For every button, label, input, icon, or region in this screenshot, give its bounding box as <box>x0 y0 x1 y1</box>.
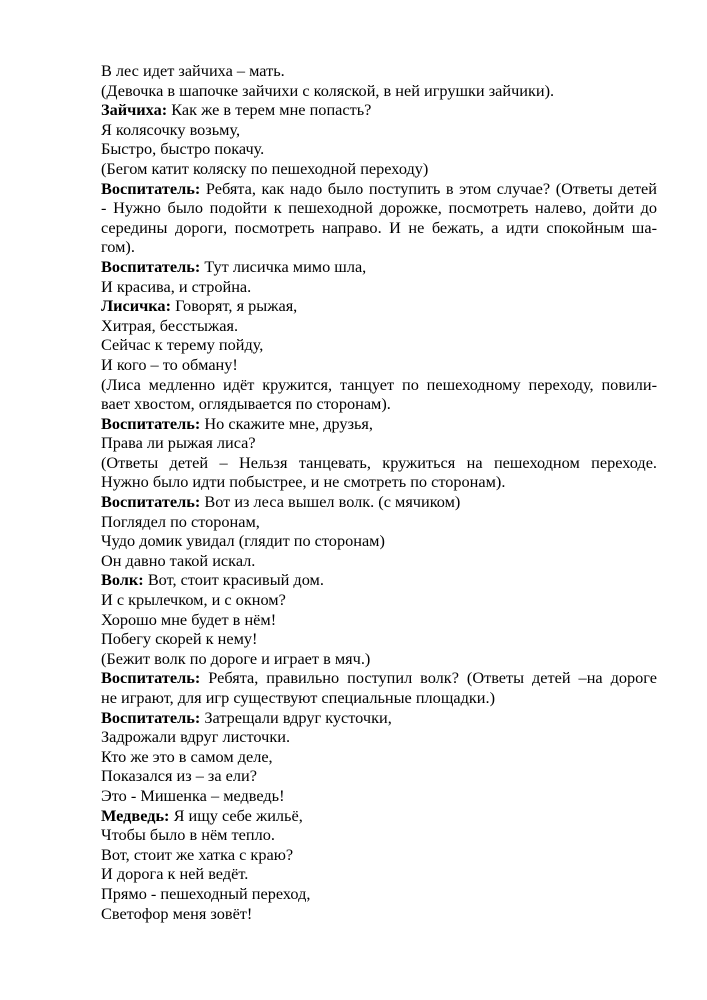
line-text: И красива, и стройна. <box>101 276 252 296</box>
line-text: И кого – то обману! <box>101 354 238 374</box>
line-text: Хитрая, бесстыжая. <box>101 315 239 335</box>
line-text: середины дороги, посмотреть направо. И не бежать, а идти спокойным ша- <box>101 217 657 237</box>
script-line <box>101 335 657 355</box>
script-line <box>101 472 657 492</box>
script-line <box>101 120 657 140</box>
script-line <box>101 708 657 728</box>
speaker-name: Зайчиха: <box>101 100 168 120</box>
script-text-block <box>101 61 657 923</box>
speaker-name: Воспитатель: <box>101 492 201 512</box>
line-text: Кто же это в самом деле, <box>101 746 273 766</box>
line-text: Хорошо мне будет в нём! <box>101 609 277 629</box>
script-line <box>101 884 657 904</box>
line-text: Побегу скорей к нему! <box>101 629 258 649</box>
speaker-name: Лисичка: <box>101 296 171 316</box>
script-line <box>101 218 657 238</box>
script-line <box>101 904 657 924</box>
line-text: Но скажите мне, друзья, <box>204 413 373 433</box>
script-line <box>101 668 657 688</box>
speaker-name: Воспитатель: <box>101 178 201 198</box>
line-text: Сейчас к терему пойду, <box>101 335 264 355</box>
script-line <box>101 531 657 551</box>
line-text: (Лиса медленно идёт кружится, танцует по пешеходному переходу, повили- <box>101 374 657 394</box>
script-line <box>101 766 657 786</box>
line-text: Ребята, как надо было поступить в этом случае? (Ответы детей <box>205 178 657 198</box>
script-line <box>101 845 657 865</box>
line-text: Чудо домик увидал (глядит по сторонам) <box>101 531 385 551</box>
script-line <box>101 257 657 277</box>
line-text: И дорога к ней ведёт. <box>101 864 249 884</box>
line-text: Права ли рыжая лиса? <box>101 433 256 453</box>
script-line <box>101 296 657 316</box>
line-text: Поглядел по сторонам, <box>101 511 260 531</box>
line-text: В лес идет зайчиха – мать. <box>101 61 285 80</box>
script-line <box>101 394 657 414</box>
script-line <box>101 512 657 532</box>
script-line <box>101 492 657 512</box>
line-text: (Девочка в шапочке зайчихи с коляской, в ней игрушки зайчики). <box>101 80 555 100</box>
line-text: Это - Мишенка – медведь! <box>101 785 285 805</box>
script-line <box>101 727 657 747</box>
script-line <box>101 61 657 81</box>
line-text: (Ответы детей – Нельзя танцевать, кружиться на пешеходном переходе. <box>101 452 657 472</box>
speaker-name: Воспитатель: <box>101 413 201 433</box>
line-text: Ребята, правильно поступил волк? (Ответы детей –на дороге <box>208 668 657 688</box>
line-text: Прямо - пешеходный переход, <box>101 883 311 903</box>
script-line <box>101 139 657 159</box>
script-line <box>101 159 657 179</box>
script-line <box>101 453 657 473</box>
line-text: (Бегом катит коляску по пешеходной переходу) <box>101 158 429 178</box>
script-line <box>101 433 657 453</box>
script-line <box>101 198 657 218</box>
script-line <box>101 747 657 767</box>
script-line <box>101 414 657 434</box>
script-line <box>101 237 657 257</box>
script-line <box>101 649 657 669</box>
line-text: Быстро, быстро покачу. <box>101 139 265 159</box>
script-line <box>101 688 657 708</box>
line-text: гом). <box>101 237 135 257</box>
line-text: Я ищу себе жильё, <box>173 805 303 825</box>
line-text: Вот из леса вышел волк. (с мячиком) <box>204 492 461 512</box>
line-text: - Нужно было подойти к пешеходной дорожке, посмотреть налево, дойти до <box>101 198 657 218</box>
script-line <box>101 81 657 101</box>
script-line <box>101 629 657 649</box>
line-text: И с крылечком, и с окном? <box>101 590 286 610</box>
line-text: Нужно было идти побыстрее, и не смотреть по сторонам). <box>101 472 506 492</box>
line-text: не играют, для игр существуют специальные площадки.) <box>101 688 495 707</box>
line-text: Вот, стоит красивый дом. <box>147 570 324 590</box>
line-text: Говорят, я рыжая, <box>175 296 298 316</box>
line-text: Как же в терем мне попасть? <box>171 100 372 120</box>
line-text: Светофор меня зовёт! <box>101 903 253 923</box>
line-text: Задрожали вдруг листочки. <box>101 727 291 747</box>
script-line <box>101 375 657 395</box>
line-text: Затрещали вдруг кусточки, <box>204 707 392 727</box>
script-line <box>101 179 657 199</box>
script-line <box>101 806 657 826</box>
speaker-name: Воспитатель: <box>101 668 201 688</box>
script-line <box>101 786 657 806</box>
script-line <box>101 590 657 610</box>
speaker-name: Воспитатель: <box>101 256 201 276</box>
line-text: вает хвостом, оглядывается по сторонам). <box>101 394 391 414</box>
line-text: Вот, стоит же хатка с краю? <box>101 844 294 864</box>
script-line <box>101 610 657 630</box>
line-text: Показался из – за ели? <box>101 766 257 786</box>
speaker-name: Воспитатель: <box>101 707 201 727</box>
line-text: Тут лисичка мимо шла, <box>204 256 367 276</box>
script-line <box>101 100 657 120</box>
script-line <box>101 277 657 297</box>
script-line <box>101 864 657 884</box>
line-text: Я колясочку возьму, <box>101 119 241 139</box>
line-text: (Бежит волк по дороге и играет в мяч.) <box>101 648 371 668</box>
script-line <box>101 316 657 336</box>
speaker-name: Волк: <box>101 570 144 590</box>
line-text: Чтобы было в нём тепло. <box>101 825 275 845</box>
script-line <box>101 825 657 845</box>
script-line <box>101 355 657 375</box>
script-line <box>101 551 657 571</box>
script-line <box>101 570 657 590</box>
speaker-name: Медведь: <box>101 805 170 825</box>
line-text: Он давно такой искал. <box>101 550 256 570</box>
